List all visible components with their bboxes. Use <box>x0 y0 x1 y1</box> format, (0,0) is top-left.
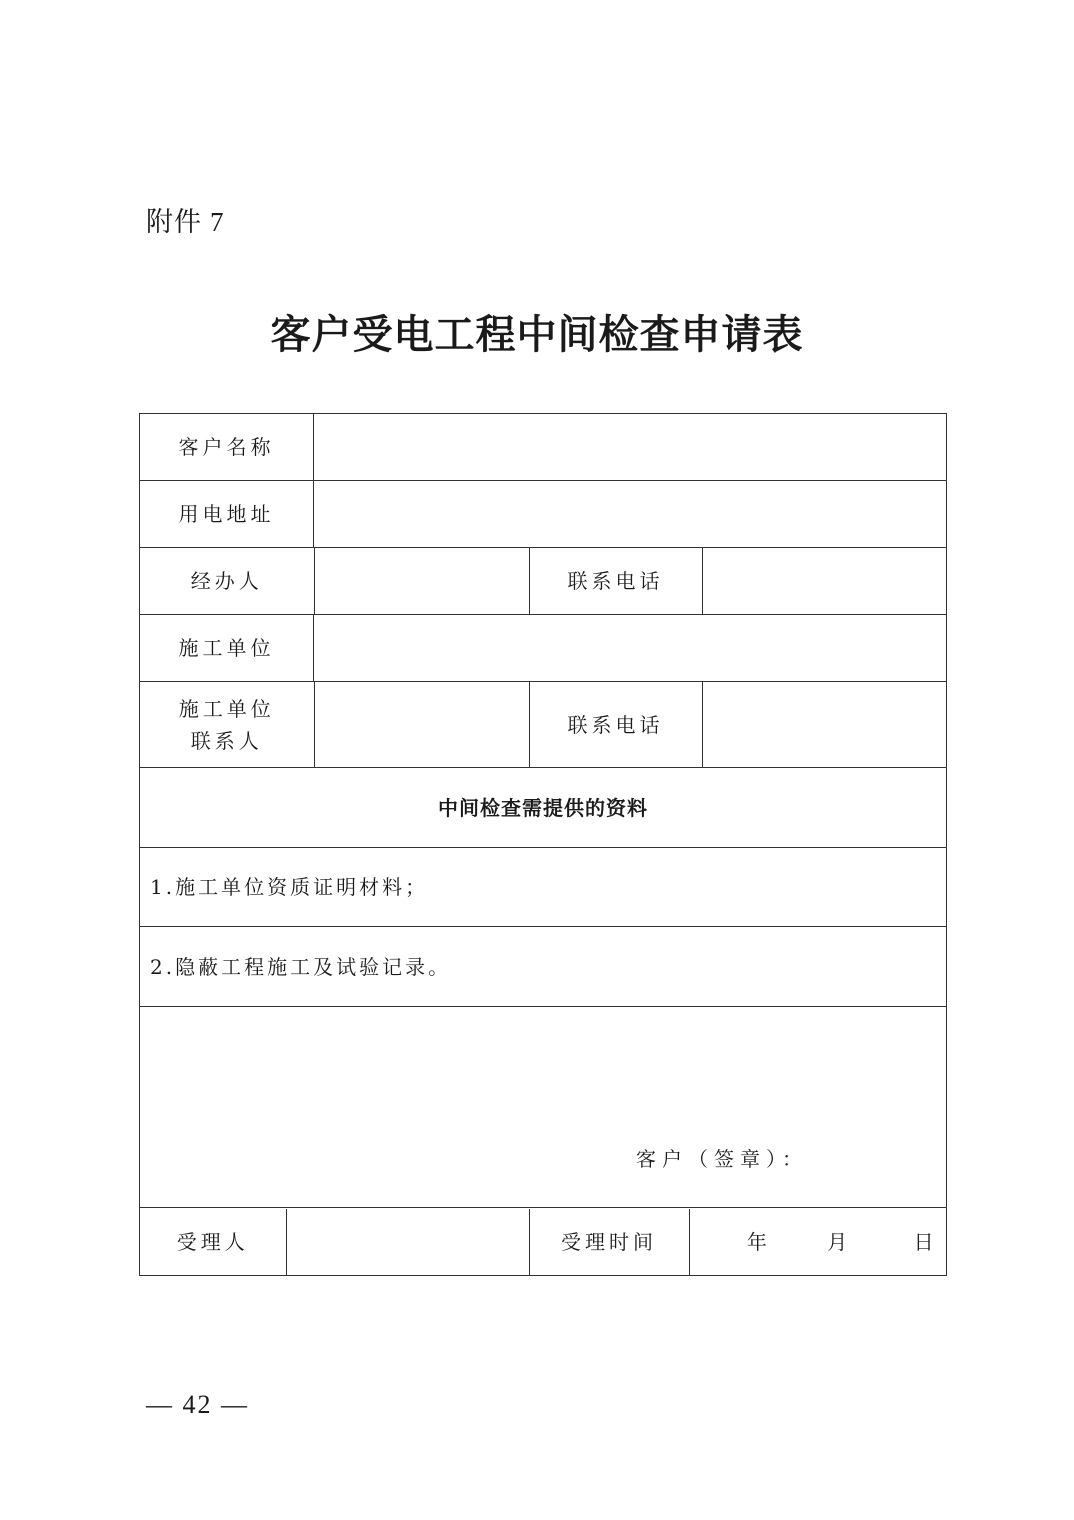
signature-area[interactable] <box>140 1007 947 1208</box>
address-field[interactable] <box>314 481 947 548</box>
handler-field[interactable] <box>314 548 529 614</box>
handler-phone-field[interactable] <box>702 548 947 614</box>
contractor-contact-field[interactable] <box>314 682 529 767</box>
handler-row <box>140 548 947 615</box>
date-day: 日 <box>913 1229 938 1254</box>
contractor-field[interactable] <box>314 615 947 682</box>
contractor-contact-label-line2: 联系人 <box>190 728 263 753</box>
contractor-label: 施工单位 <box>140 615 314 682</box>
customer-name-label: 客户名称 <box>140 414 314 481</box>
address-label: 用电地址 <box>140 481 314 548</box>
contractor-contact-label-line1: 施工单位 <box>178 696 275 721</box>
date-year: 年 <box>746 1229 771 1254</box>
application-form <box>139 413 947 1276</box>
contractor-phone-field[interactable] <box>702 682 947 767</box>
contractor-phone-label: 联系电话 <box>529 682 702 767</box>
material-item-1: 1.施工单位资质证明材料； <box>140 848 947 927</box>
receiver-row <box>140 1208 947 1276</box>
page-number: — 42 — <box>146 1390 249 1419</box>
receiver-label: 受理人 <box>140 1209 286 1275</box>
date-month: 月 <box>827 1229 852 1254</box>
material-item-2: 2.隐蔽工程施工及试验记录。 <box>140 927 947 1007</box>
handler-label: 经办人 <box>140 548 314 614</box>
receiver-field[interactable] <box>286 1209 529 1275</box>
attachment-label <box>146 200 225 239</box>
page-title: 客户受电工程中间检查申请表 <box>270 311 804 358</box>
contractor-contact-row <box>140 682 947 768</box>
signature-label: 客户（签章）： <box>636 1147 808 1171</box>
handler-phone-label: 联系电话 <box>529 548 702 614</box>
receive-date-field[interactable] <box>689 1209 947 1275</box>
customer-name-field[interactable] <box>314 414 947 481</box>
materials-heading: 中间检查需提供的资料 <box>140 768 947 848</box>
attachment-number: 7 <box>210 207 225 237</box>
attachment-text: 附件 <box>146 207 202 238</box>
contractor-contact-label <box>140 682 314 767</box>
receive-time-label: 受理时间 <box>529 1209 689 1275</box>
